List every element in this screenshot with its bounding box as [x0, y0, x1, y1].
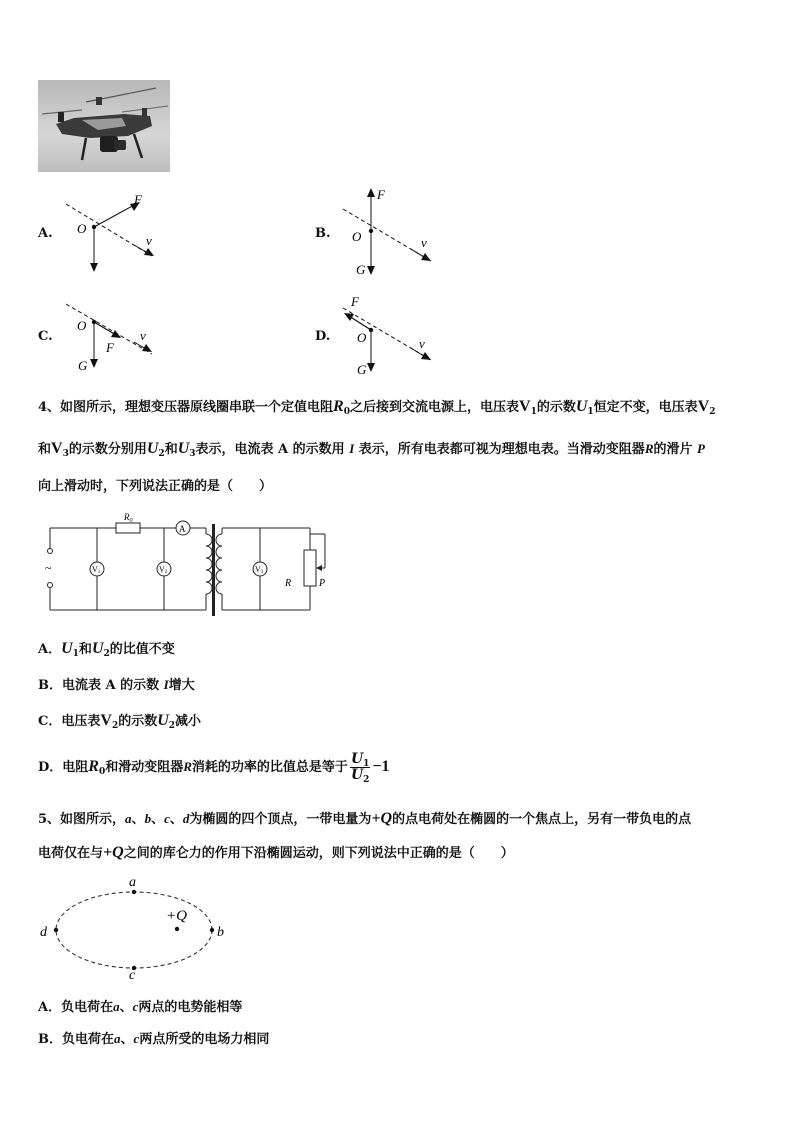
- q3-option-a-label[interactable]: A.: [38, 226, 53, 241]
- q3-option-c-label[interactable]: C.: [38, 329, 53, 344]
- q3-c-O: O: [77, 318, 87, 333]
- ellipse-a-label: a: [129, 875, 136, 890]
- q4-stem-line2: 和$V_3$的示数分别用$U_2$和$U_3$表示，电流表 A 的示数用 I 表示，所有电表都可视为理想电表。当滑动变阻器R的滑片 P: [38, 440, 705, 459]
- circuit-R0-label: $R_0$: [124, 512, 133, 524]
- q3-c-v: v: [140, 328, 146, 343]
- q3-d-O: O: [357, 330, 367, 345]
- q3-c-F: F: [106, 340, 114, 355]
- q3-option-a-diagram: [60, 190, 170, 274]
- circuit-P-label: P: [319, 578, 326, 589]
- q3-d-G: G: [357, 362, 367, 377]
- ellipse-d-label: d: [40, 925, 47, 940]
- q4-stem-line3: 向上滑动时，下列说法正确的是（ ）: [38, 479, 273, 494]
- q5-option-a[interactable]: A．负电荷在a、c两点的电势能相等: [38, 999, 243, 1015]
- circuit-V1-label: V1: [92, 565, 101, 575]
- circuit-ac-label: ~: [45, 561, 52, 575]
- circuit-V3-label: V3: [255, 565, 264, 575]
- q3-b-G: G: [356, 262, 366, 277]
- q3-b-F: F: [377, 187, 385, 202]
- ellipse-b-label: b: [217, 925, 224, 940]
- circuit-R-label: R: [285, 578, 292, 589]
- q3-c-G: G: [78, 358, 88, 373]
- q4-option-a[interactable]: A．$U_1$和$U_2$的比值不变: [38, 640, 175, 659]
- q4-circuit-diagram: [40, 510, 340, 620]
- q3-option-d-diagram: [335, 292, 445, 382]
- q3-b-v: v: [421, 235, 427, 250]
- q3-a-O: O: [77, 221, 87, 236]
- circuit-ammeter-label: A: [179, 524, 186, 534]
- drone-photo: [38, 80, 170, 172]
- ratio-fraction: $\frac{U_1}{U_2}$: [350, 751, 370, 785]
- q3-a-v: v: [146, 233, 152, 248]
- q3-b-O: O: [352, 229, 362, 244]
- q3-option-c-diagram: [60, 298, 170, 380]
- ellipse-c-label: c: [129, 968, 136, 980]
- circuit-V2-label: V2: [159, 565, 168, 575]
- q5-stem-line2: 电荷仅在与+Q之间的库仑力的作用下沿椭圆运动，则下列说法中正确的是（ ）: [38, 844, 514, 861]
- q3-option-d-label[interactable]: D.: [315, 329, 331, 344]
- q4-option-b[interactable]: B．电流表 A 的示数 I增大: [38, 677, 195, 693]
- q3-option-b-label[interactable]: B.: [315, 226, 331, 241]
- q5-stem-line1: 5、如图所示，a、b、c、d为椭圆的四个顶点，一带电量为+Q的点电荷处在椭圆的一个焦点上，另有一带负电的点: [38, 810, 692, 827]
- q3-d-F: F: [351, 294, 359, 309]
- q4-option-c[interactable]: C．电压表$V_2$的示数$U_2$减小: [38, 712, 202, 731]
- ellipse-Q-label: +Q: [166, 908, 187, 924]
- q4-stem-line1: 4、如图所示，理想变压器原线圈串联一个定值电阻$R_0$之后接到交流电源上，电压表$V_1$的示数$U_1$恒定不变，电压表$V_2$: [38, 398, 716, 417]
- q3-a-F: F: [134, 192, 142, 207]
- q4-option-d[interactable]: D．电阻$R_0$和滑动变阻器R消耗的功率的比值总是等于 $\frac{U_1}{U_2}$ −1: [38, 751, 390, 785]
- q5-ellipse-diagram: [36, 872, 236, 980]
- q3-d-v: v: [419, 336, 425, 351]
- q5-option-b[interactable]: B．负电荷在a、c两点所受的电场力相同: [38, 1031, 270, 1047]
- q3-option-b-diagram: [335, 185, 445, 281]
